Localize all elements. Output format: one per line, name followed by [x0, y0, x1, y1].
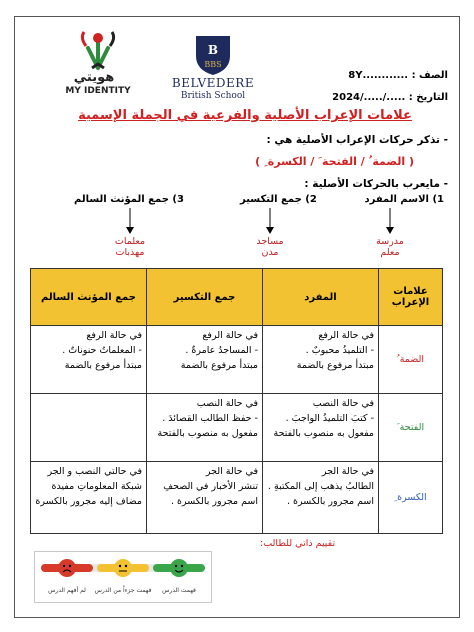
example-word: مهذبات — [115, 247, 145, 258]
example-word: معلم — [380, 247, 400, 258]
table-header: جمع المؤنث السالم — [31, 269, 147, 326]
row-label-fatha: الفتحة َ — [379, 394, 443, 462]
cell-line: في حالتي النصب و الجر — [47, 466, 142, 477]
cell-line: اسم مجرور بالكسرة . — [286, 496, 374, 507]
cell-line: اسم مجرور بالكسرة . — [170, 496, 258, 507]
table-cell — [263, 462, 379, 534]
happy-face-icon[interactable] — [170, 559, 188, 577]
table-cell — [147, 394, 263, 462]
cell-line: في حالة الرفع — [86, 330, 142, 341]
example-word: مساجد — [256, 236, 284, 247]
cell-line: في حالة الرفع — [202, 330, 258, 341]
question-what-takes-original: - مايعرب بالحركات الأصلية : — [304, 178, 448, 190]
table-header: علامات الإعراب — [379, 269, 443, 326]
sad-face-icon[interactable] — [58, 559, 76, 577]
table-cell — [31, 462, 147, 534]
school-name: BELVEDERE — [171, 76, 255, 90]
neutral-face-icon[interactable] — [114, 559, 132, 577]
cell-line: مبتدأ مرفوع بالضمة — [296, 360, 374, 371]
self-eval-box — [34, 551, 212, 603]
question-original-marks: - تذكر حركات الإعراب الأصلية هي : — [266, 134, 448, 146]
class-label: الصف : — [411, 70, 448, 81]
table-header: جمع التكسير — [147, 269, 263, 326]
class-value[interactable]: ............8Y — [348, 70, 409, 81]
cell-line: مضاف إليه مجرور بالكسرة — [35, 496, 142, 507]
table-header: المفرد — [263, 269, 379, 326]
table-row — [31, 462, 443, 534]
table-cell — [147, 462, 263, 534]
cell-line: - كتبَ التلميذُ الواجبَ . — [285, 413, 374, 424]
example-word: مدرسة — [376, 236, 404, 247]
type-broken-plural: 2) جمع التكسير — [240, 194, 317, 205]
table-cell — [263, 394, 379, 462]
cell-line: في حالة النصب — [196, 398, 258, 409]
cell-line: في حالة الجر — [205, 466, 258, 477]
cell-line: - المساجدُ عامرةٌ . — [185, 345, 258, 356]
class-line — [348, 70, 448, 81]
cell-line: مفعول به منصوب بالفتحة — [157, 428, 258, 439]
date-label: التاريخ : — [408, 92, 448, 103]
arrow-down-icon — [260, 208, 280, 236]
cell-line: - التلميذُ محبوبٌ . — [305, 345, 374, 356]
date-value[interactable]: ...../...../2024 — [332, 92, 406, 103]
arrow-down-icon — [380, 208, 400, 236]
cell-line: تنشر الأخبار في الصحفِ — [163, 481, 258, 492]
date-line — [332, 92, 448, 103]
self-eval-scale — [35, 552, 211, 602]
svg-text:B: B — [207, 43, 219, 57]
cell-line: مفعول به منصوب بالفتحة — [273, 428, 374, 439]
table-cell — [263, 326, 379, 394]
cell-line: مبتدأ مرفوع بالضمة — [180, 360, 258, 371]
example-broken-plural — [240, 236, 300, 258]
cell-line: في حالة الجر — [321, 466, 374, 477]
arrow-down-icon — [120, 208, 140, 236]
table-cell — [31, 326, 147, 394]
original-marks-list: ( الضمة ُ / الفتحة َ / الكسرة ِ ) — [255, 155, 414, 168]
example-word: مدن — [261, 247, 279, 258]
table-cell-empty — [31, 394, 147, 462]
type-singular: 1) الاسم المفرد — [364, 194, 444, 205]
table-header-row — [31, 269, 443, 326]
example-word: معلمات — [114, 236, 146, 247]
example-singular — [360, 236, 420, 258]
my-identity-logo-en: MY IDENTITY — [65, 86, 131, 96]
self-eval-option: لم أفهم الدرس — [48, 587, 86, 594]
cell-line: - المعلماتُ حنوناتٌ . — [62, 345, 142, 356]
self-eval-option: فهمت جزءاً من الدرس — [94, 587, 152, 594]
example-sound-fem-plural — [100, 236, 160, 258]
table-cell — [147, 326, 263, 394]
cell-line: مبتدأ مرفوع بالضمة — [64, 360, 142, 371]
row-label-damma: الضمة ُ — [379, 326, 443, 394]
cell-line: في حالة النصب — [312, 398, 374, 409]
table-row — [31, 394, 443, 462]
self-eval-label: تقييم ذاتي للطالب: — [260, 538, 336, 549]
cell-line: الطالبُ يذهب إلى المكتبةِ . — [267, 481, 374, 492]
svg-text:BBS: BBS — [204, 60, 222, 69]
school-subtitle: British School — [180, 91, 246, 101]
cell-line: شبكة المعلوماتِ مفيدة — [51, 481, 142, 492]
cell-line: - حفظ الطالب القصائدَ . — [162, 413, 258, 424]
grammar-table — [30, 268, 443, 534]
cell-line: في حالة الرفع — [318, 330, 374, 341]
table-row — [31, 326, 443, 394]
my-identity-logo-ar: هويتي — [73, 70, 115, 85]
self-eval-option: فهمت الدرس — [162, 587, 196, 594]
school-crest-icon — [194, 34, 232, 76]
type-sound-fem-plural: 3) جمع المؤنث السالم — [74, 194, 184, 205]
row-label-kasra: الكسرة ِ — [379, 462, 443, 534]
page-title: علامات الإعراب الأصلية والفرعية في الجملة الإسمية — [78, 108, 412, 123]
